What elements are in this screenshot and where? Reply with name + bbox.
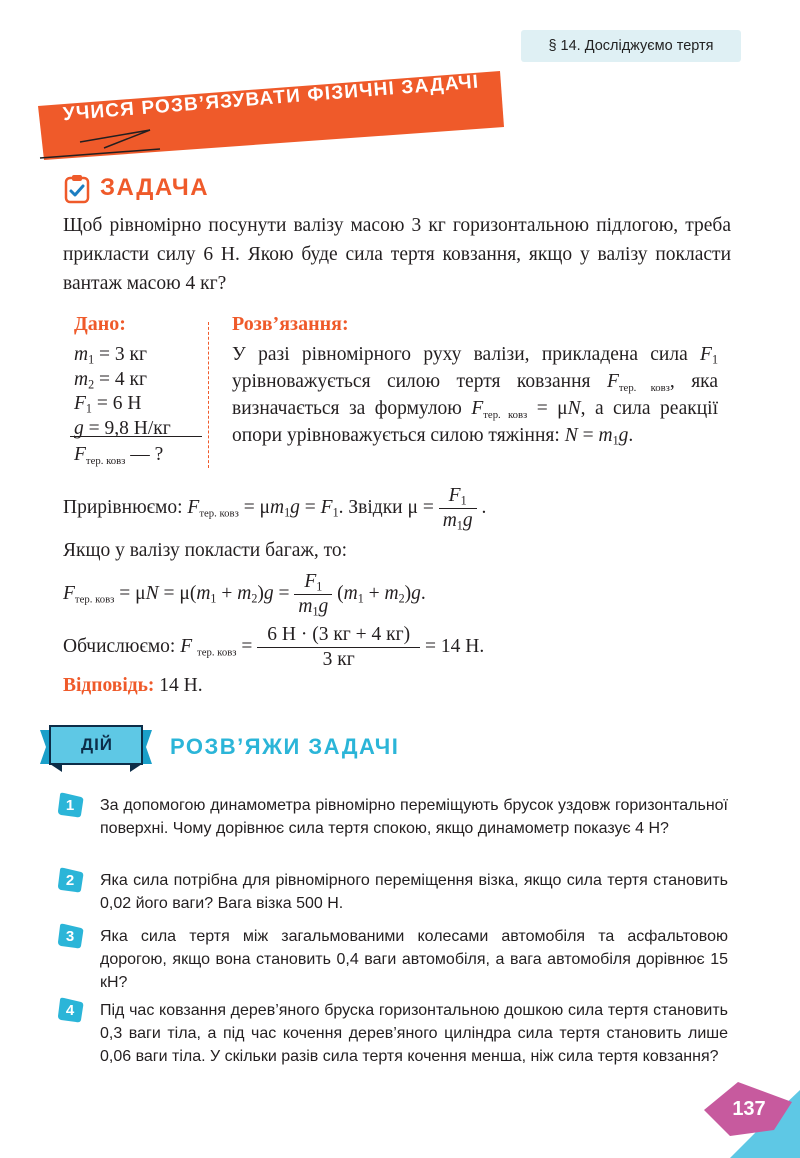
banner-title: УЧИСЯ РОЗВ’ЯЗУВАТИ ФІЗИЧНІ ЗАДАЧІ — [62, 71, 481, 126]
equation-luggage: Fтер. ковз = $\mu N = \mu(m_1 + m_2)g$ = $\frac{F_1}{m_1g}$ $(m_1 + m_2)g$. — [63, 571, 426, 619]
given-m1: $m_1 = 3$ кг — [74, 344, 147, 367]
task-number-badge: 1 — [56, 791, 84, 819]
given-list — [74, 343, 171, 441]
section-tag: § 14. Досліджуємо тертя — [521, 30, 741, 62]
answer-line: Відповідь: 14 Н. — [63, 675, 203, 696]
page-number: 137 — [732, 1097, 766, 1120]
solution-text: У разі рівномірного руху валізи, прикладена сила $F_1$ урівноважується силою тертя ковзання Fтер. ковз, яка визначається за формулою Fтер. ковз = μN, а сила реакції опори урівноважується силою тяжіння: $N = m_1g$. — [232, 344, 719, 448]
given-divider — [70, 436, 202, 437]
given-m2: $m_2 = 4$ кг — [74, 368, 147, 392]
task-number-badge: 2 — [56, 866, 84, 894]
solution-heading: Розв’язання: — [232, 313, 349, 335]
given-find: Fтер. ковз — ? — [74, 444, 164, 467]
task-item: Під час ковзання дерев’яного бруска горизонтальною дошкою сила тертя становить 0,3 ваги тіла, а під час кочення дерев’яного циліндра сила тертя становить лише 0,06 ваги тіла. У скільки разів сила тертя кочення менша, ніж сила тертя ковзання? — [100, 1002, 728, 1065]
equation-calculate: Обчислюємо: F тер. ковз = $\frac{6 Н \cdot (3 кг + 4 кг)}{3 кг}$ = 14 Н. — [63, 624, 485, 670]
dii-badge-label: ДІЙ — [80, 735, 114, 754]
luggage-line: Якщо у валізу покласти багаж, то: — [63, 540, 348, 561]
task-number-badge: 3 — [56, 922, 84, 950]
given-heading: Дано: — [74, 313, 126, 335]
task-item: Яка сила тертя між загальмованими колесами автомобіля та асфальтовою дорогою, якщо вона становить 0,4 ваги автомобіля, а вага автомобіля дорівнює 15 кН? — [100, 928, 728, 991]
task-number-badge: 4 — [56, 996, 84, 1024]
given-separator — [208, 322, 209, 468]
task-item: Яка сила потрібна для рівномірного переміщення візка, якщо сила тертя становить 0,02 його ваги? Вага візка 500 Н. — [100, 872, 728, 912]
task-title: ЗАДАЧА — [100, 174, 210, 201]
given-g: g = 9,8 Н/кг — [74, 417, 171, 439]
given-f1: $F_1 = 6$ Н — [74, 393, 142, 416]
equation-equate: Прирівнюємо: Fтер. ковз = $\mu m_1g = F_1$. Звідки μ = $\frac{F_1}{m_1g}$ . — [63, 485, 487, 533]
clipboard-check-icon — [64, 174, 90, 204]
task-item: За допомогою динамометра рівномірно переміщують брусок уздовж горизонтальної поверхні. Чому дорівнює сила тертя спокою, якщо динамометр показує 4 Н? — [100, 797, 728, 837]
practice-title: РОЗВ’ЯЖИ ЗАДАЧІ — [170, 734, 400, 759]
problem-text: Щоб рівномірно посунути валізу масою 3 кг горизонтальною підлогою, треба прикласти силу 6 Н. Якою буде сила тертя ковзання, якщо у валізу покласти вантаж масою 4 кг? — [63, 215, 731, 294]
